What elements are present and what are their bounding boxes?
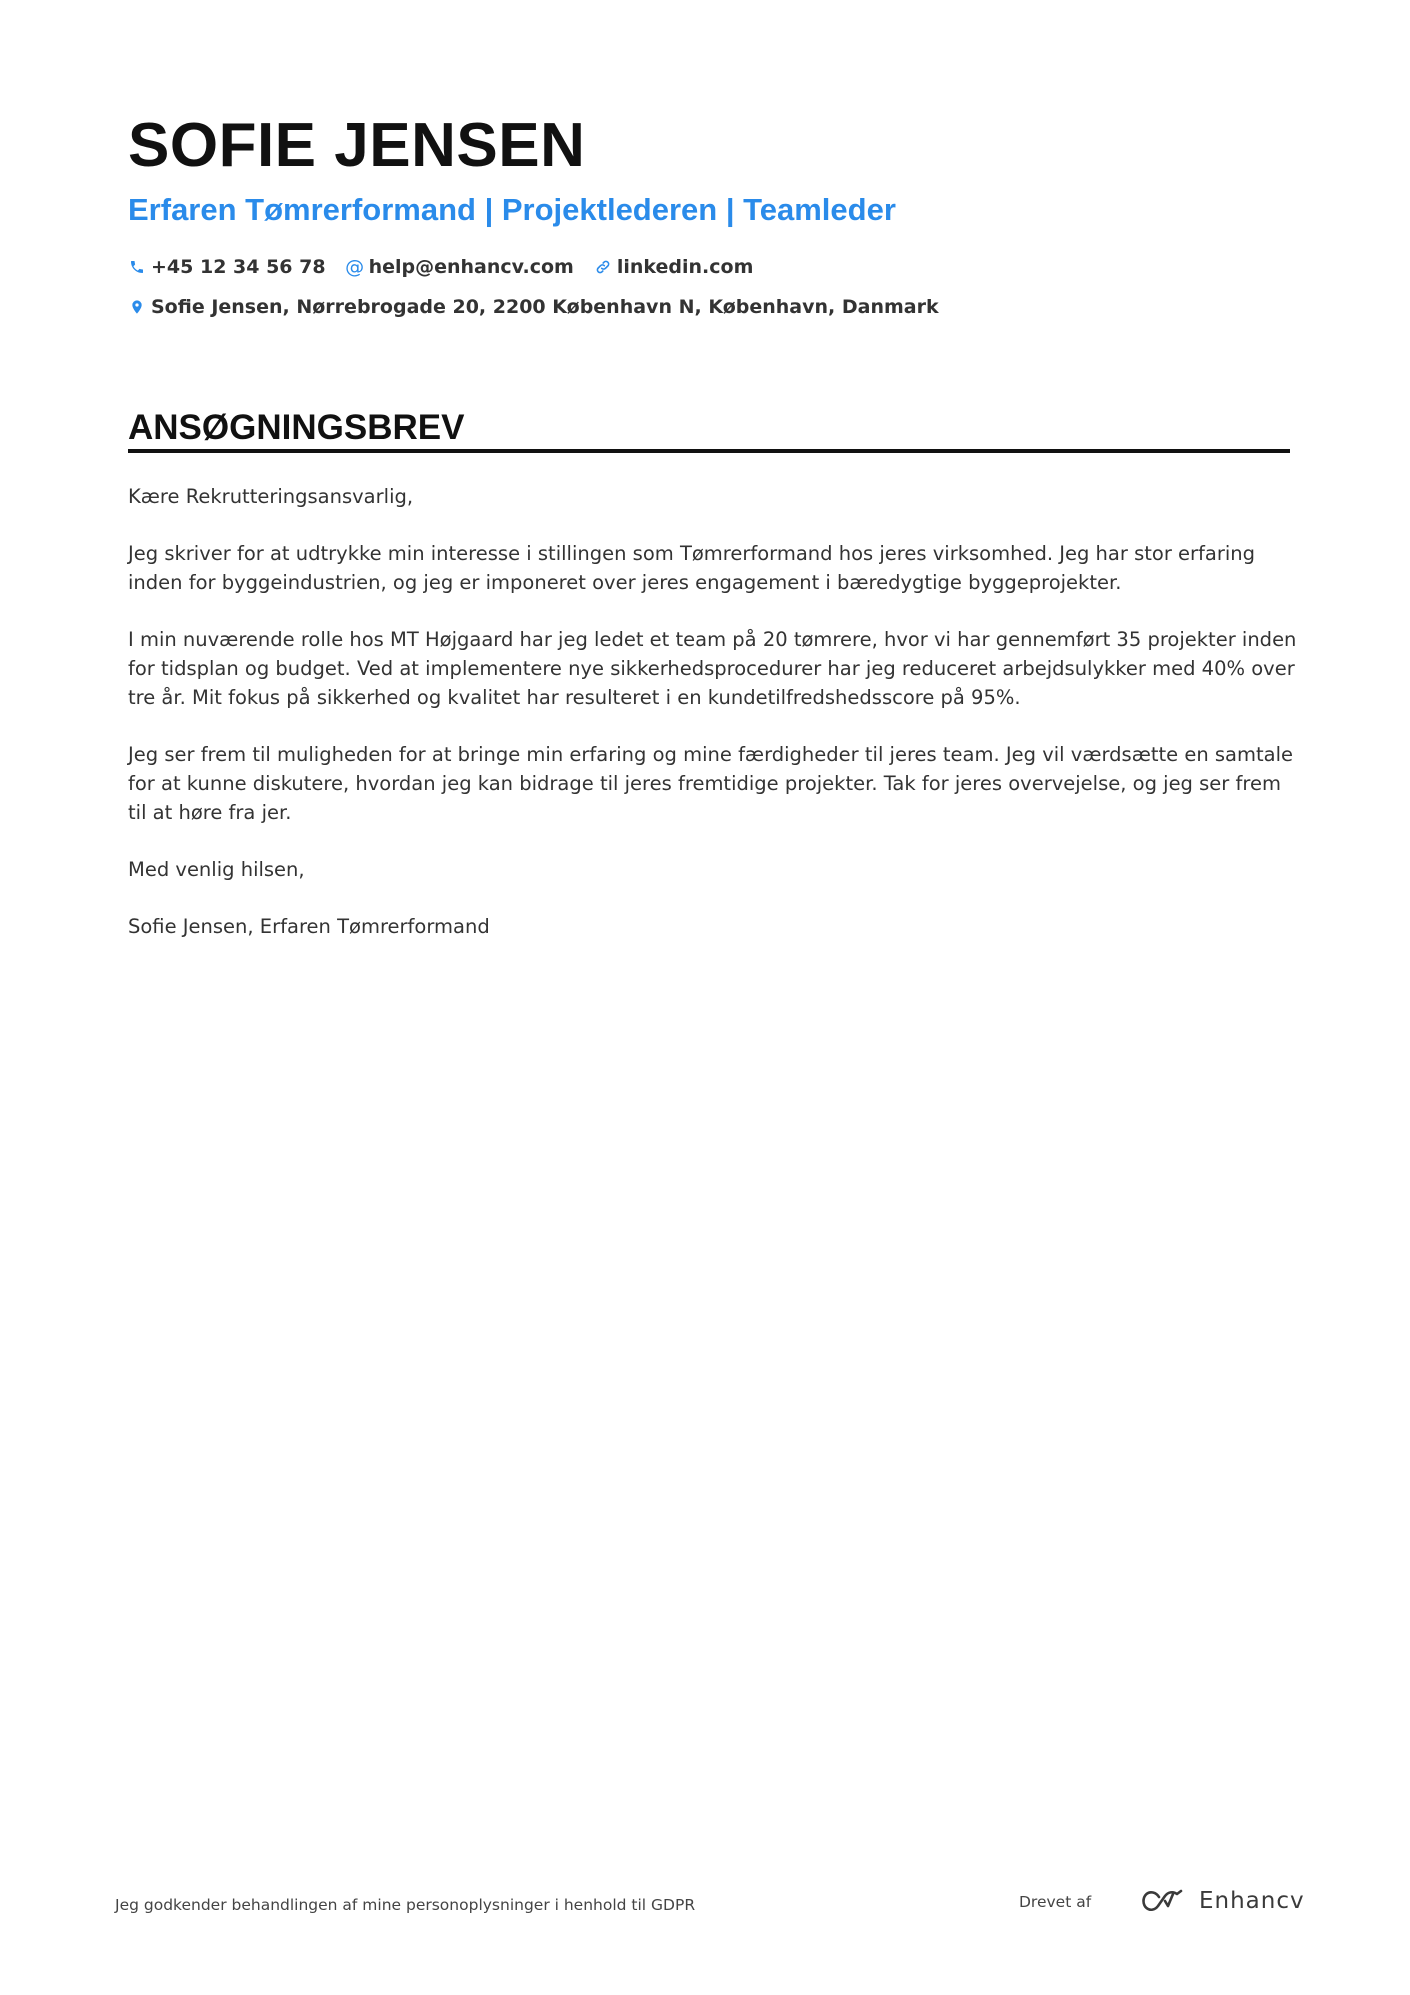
at-icon: @ [345, 256, 365, 278]
section-divider [128, 449, 1290, 453]
contact-row-primary [128, 254, 773, 280]
letter-paragraph: I min nuværende rolle hos MT Højgaard har jeg ledet et team på 20 tømrere, hvor vi har gennemført 35 projekter inden for tidsplan og budget. Ved at implementere nye sikkerhedsprocedurer har jeg reduceret arbejdsulykker med 40% over tre år. Mit fokus på sikkerhed og kvalitet har resulteret i en kundetilfredshedsscore på 95%. [128, 628, 1297, 709]
phone-text: +45 12 34 56 78 [151, 256, 326, 278]
candidate-headline: Erfaren Tømrerformand | Projektlederen | Teamleder [128, 192, 896, 227]
location-pin-icon [128, 298, 146, 316]
contact-email[interactable] [346, 254, 574, 280]
link-icon [594, 258, 612, 276]
email-text[interactable]: help@enhancv.com [368, 256, 574, 278]
phone-icon [128, 258, 146, 276]
letter-body [128, 482, 1298, 969]
address-text: Sofie Jensen, Nørrebrogade 20, 2200 København N, København, Danmark [151, 296, 939, 318]
contact-link[interactable] [594, 254, 754, 280]
contact-phone [128, 254, 326, 280]
contact-row-address [128, 294, 959, 320]
contact-address [128, 294, 939, 320]
candidate-name: SOFIE JENSEN [128, 111, 586, 180]
letter-signature: Sofie Jensen, Erfaren Tømrerformand [128, 915, 490, 938]
letter-paragraph: Jeg ser frem til muligheden for at bringe min erfaring og mine færdigheder til jeres team. Jeg vil værdsætte en samtale for at kunne diskutere, hvordan jeg kan bidrage til jeres fremtidige projekter. Tak for jeres overvejelse, og jeg ser frem til at høre fra jer. [128, 743, 1294, 824]
enhancv-logo-icon [1139, 1887, 1187, 1915]
powered-by-label: Drevet af [1019, 1893, 1092, 1911]
letter-closing: Med venlig hilsen, [128, 858, 305, 881]
brand-name: Enhancv [1199, 1888, 1305, 1914]
gdpr-consent: Jeg godkender behandlingen af mine personoplysninger i henhold til GDPR [115, 1896, 696, 1914]
link-text[interactable]: linkedin.com [616, 256, 754, 278]
brand-logo[interactable] [1139, 1887, 1305, 1915]
letter-paragraph: Jeg skriver for at udtrykke min interesse i stillingen som Tømrerformand hos jeres virksomhed. Jeg har stor erfaring inden for byggeindustrien, og jeg er imponeret over jeres engagement i bæredygtige byggeprojekter. [128, 542, 1256, 594]
section-title: ANSØGNINGSBREV [128, 408, 465, 447]
letter-salutation: Kære Rekrutteringsansvarlig, [128, 485, 414, 508]
